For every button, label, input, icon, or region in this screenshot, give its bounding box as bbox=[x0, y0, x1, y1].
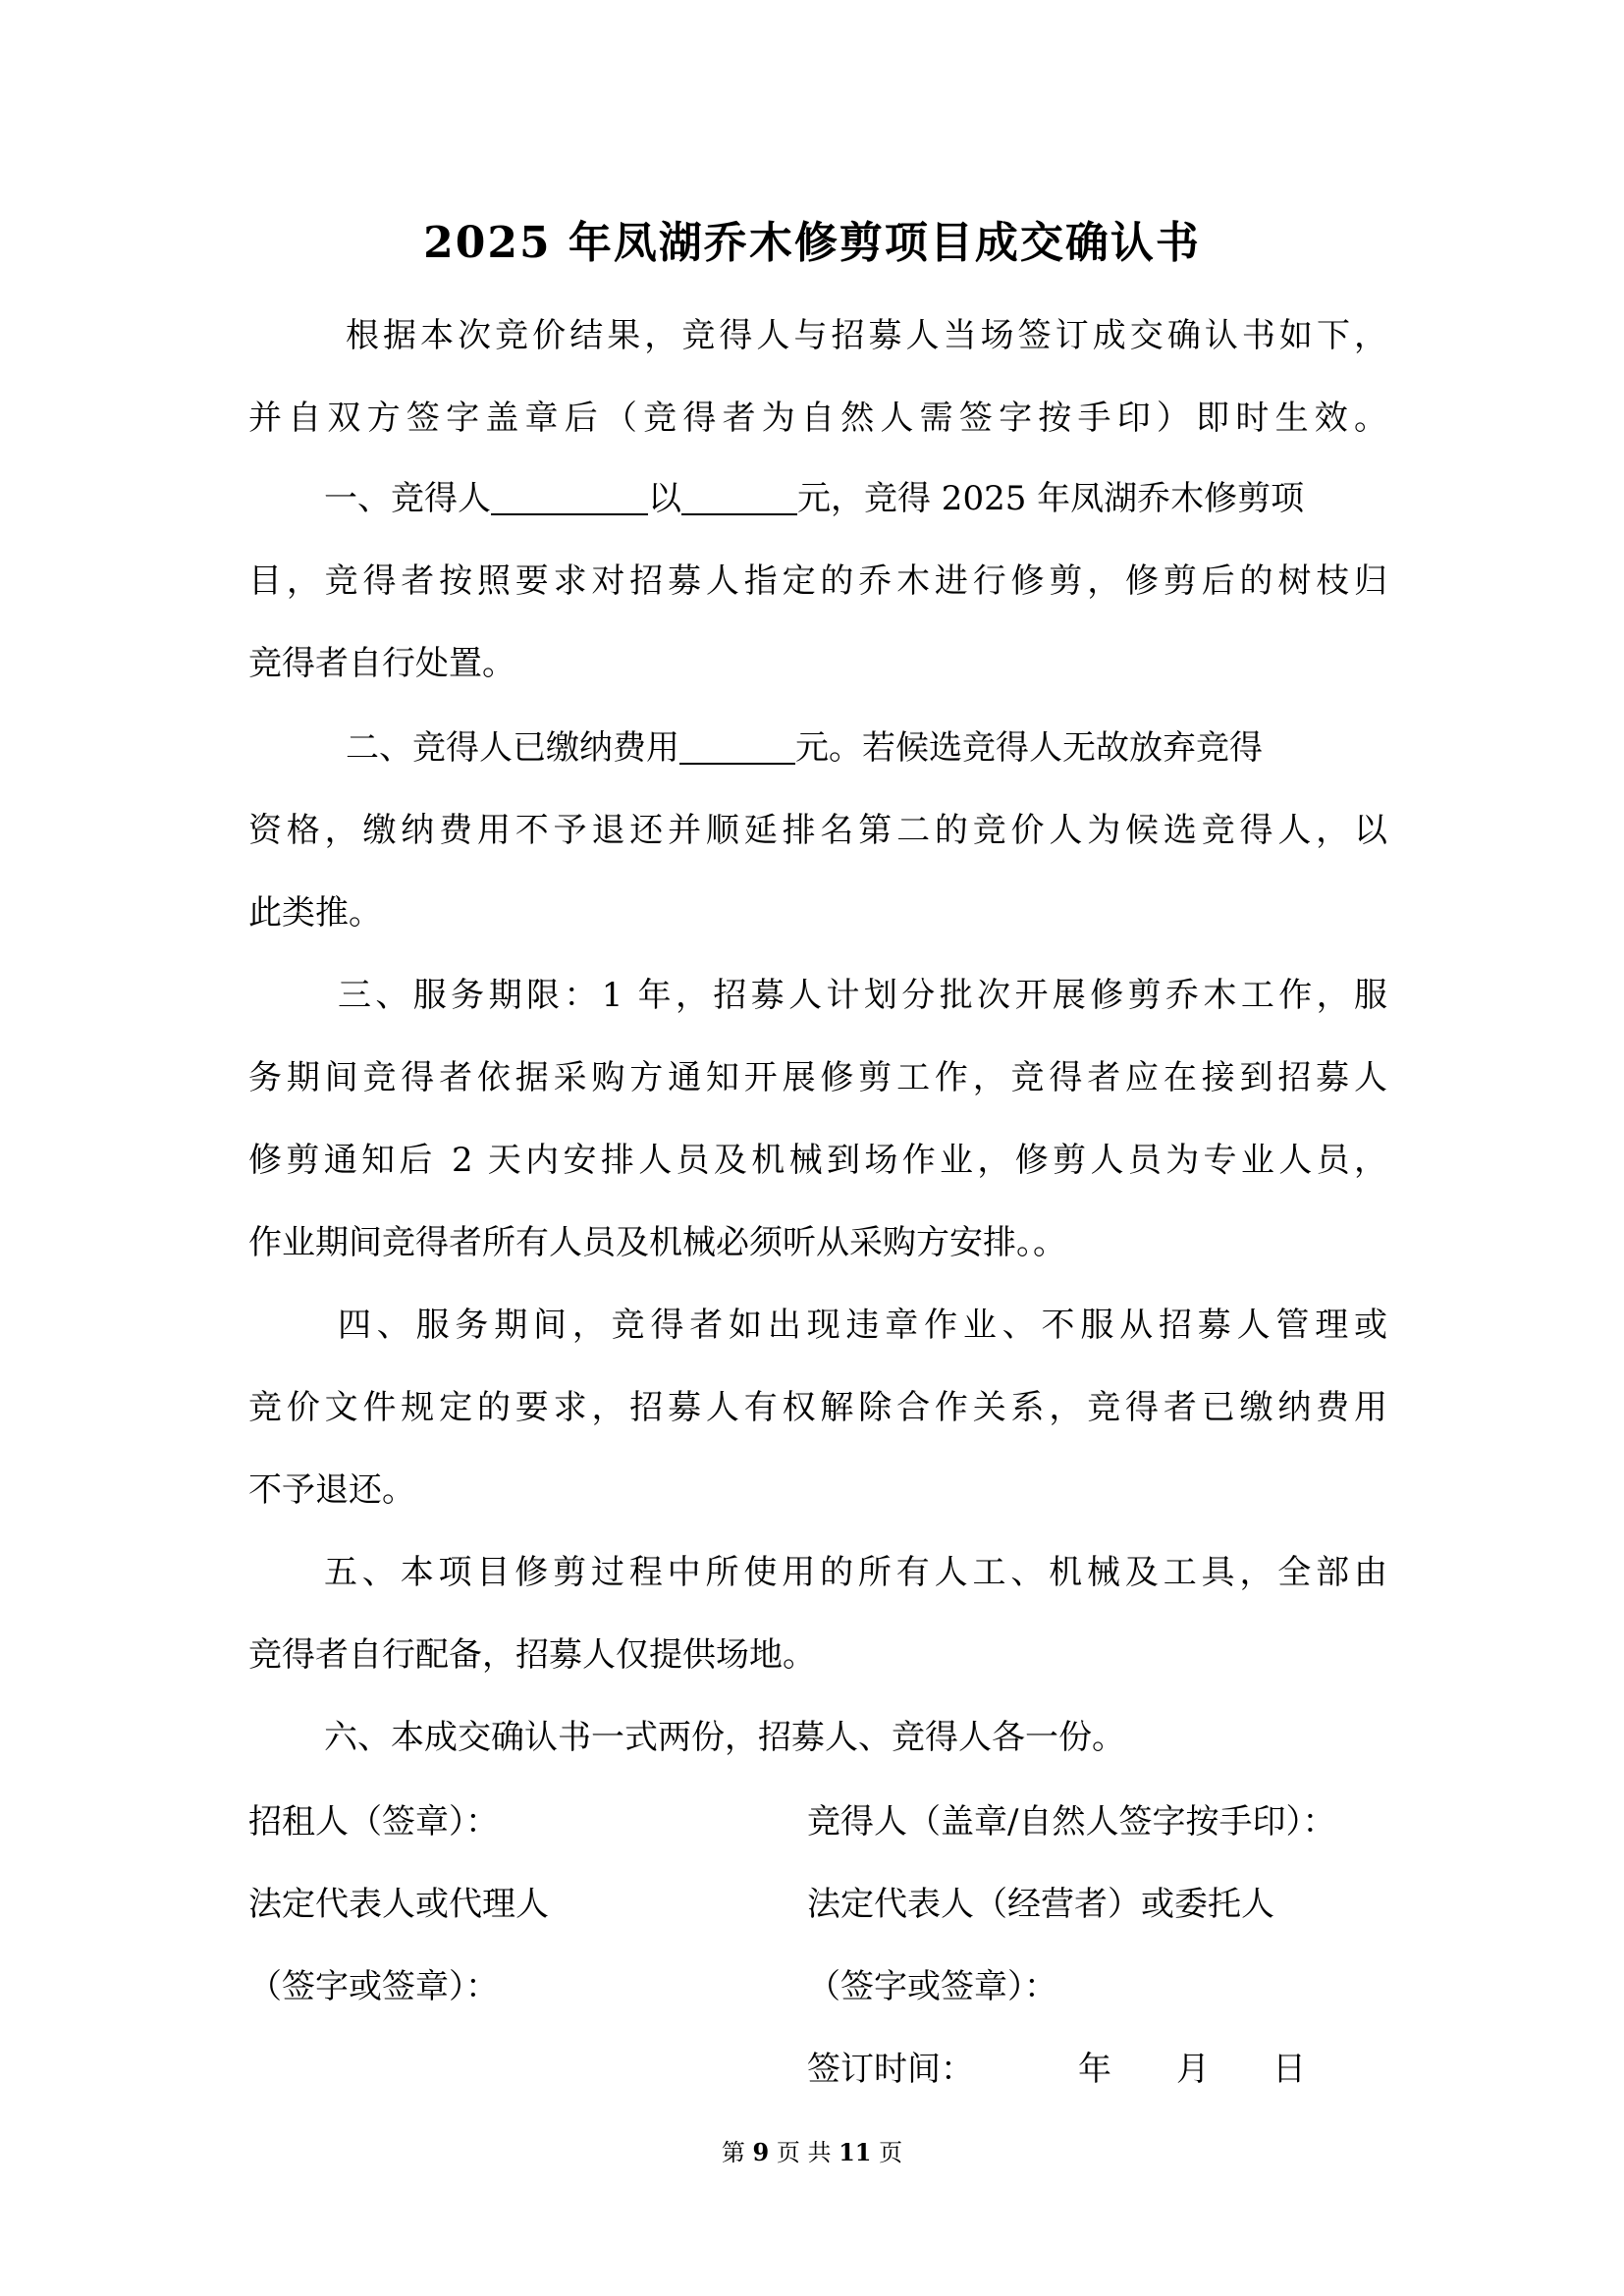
price-blank[interactable] bbox=[681, 480, 797, 515]
clause-2-line-3: 此类推。 bbox=[248, 893, 382, 933]
clause-1-price-suffix: 元，竞得 2025 年凤湖乔木修剪项 bbox=[797, 479, 1305, 518]
clause-3-line-2: 务期间竞得者依据采购方通知开展修剪工作，竞得者应在接到招募人 bbox=[248, 1058, 1387, 1097]
recruiter-representative-label: 法定代表人或代理人 bbox=[248, 1885, 549, 1924]
clause-6-line-1: 六、本成交确认书一式两份，招募人、竞得人各一份。 bbox=[324, 1718, 1125, 1757]
footer-total-pages: 11 bbox=[839, 2138, 872, 2166]
signing-date-month: 月 bbox=[1176, 2050, 1210, 2089]
clause-2-fee-suffix: 元。若候选竞得人无故放弃竞得 bbox=[795, 728, 1263, 768]
fee-blank[interactable] bbox=[679, 729, 795, 765]
signing-date-label: 签订时间： bbox=[807, 2050, 974, 2089]
bidder-name-blank[interactable] bbox=[491, 480, 648, 515]
clause-1-line-2: 目，竞得者按照要求对招募人指定的乔木进行修剪，修剪后的树枝归 bbox=[248, 561, 1387, 601]
clause-2-fee-label: 二、竞得人已缴纳费用 bbox=[346, 728, 679, 768]
clause-1-line-1 bbox=[324, 475, 1387, 522]
clause-1-line-3: 竞得者自行处置。 bbox=[248, 644, 515, 683]
footer-middle: 页 共 bbox=[776, 2139, 832, 2166]
clause-3-line-1: 三、服务期限：1 年，招募人计划分批次开展修剪乔木工作，服 bbox=[338, 976, 1387, 1015]
clause-4-line-3: 不予退还。 bbox=[248, 1470, 415, 1510]
bidder-signature-label: （签字或签章）： bbox=[807, 1967, 1057, 2006]
clause-5-line-1: 五、本项目修剪过程中所使用的所有人工、机械及工具，全部由 bbox=[324, 1553, 1387, 1592]
clause-3-line-4: 作业期间竞得者所有人员及机械必须听从采购方安排。。 bbox=[248, 1223, 1066, 1262]
bidder-representative-label: 法定代表人（经营者）或委托人 bbox=[807, 1885, 1274, 1924]
clause-1-bidder-label: 一、竞得人 bbox=[324, 479, 491, 518]
footer-page-number: 9 bbox=[752, 2138, 770, 2166]
intro-line-2: 并自双方签字盖章后（竞得者为自然人需签字按手印）即时生效。 bbox=[248, 399, 1387, 438]
clause-2-line-1 bbox=[346, 724, 1387, 772]
footer-prefix: 第 bbox=[721, 2139, 745, 2166]
clause-5-line-2: 竞得者自行配备，招募人仅提供场地。 bbox=[248, 1635, 816, 1675]
recruiter-signature-label: （签字或签章）： bbox=[248, 1967, 499, 2006]
signing-date-day: 日 bbox=[1272, 2050, 1306, 2089]
intro-line-1: 根据本次竞价结果，竞得人与招募人当场签订成交确认书如下， bbox=[346, 316, 1387, 355]
clause-3-line-3: 修剪通知后 2 天内安排人员及机械到场作业，修剪人员为专业人员， bbox=[248, 1141, 1387, 1180]
clause-4-line-2: 竞价文件规定的要求，招募人有权解除合作关系，竞得者已缴纳费用 bbox=[248, 1388, 1387, 1427]
signing-date-year: 年 bbox=[1078, 2050, 1111, 2089]
clause-4-line-1: 四、服务期间，竞得者如出现违章作业、不服从招募人管理或 bbox=[338, 1306, 1387, 1345]
document-title: 2025 年凤湖乔木修剪项目成交确认书 bbox=[423, 218, 1201, 268]
footer-suffix: 页 bbox=[879, 2139, 903, 2166]
clause-1-price-label: 以 bbox=[648, 479, 681, 518]
recruiter-seal-label: 招租人（签章）： bbox=[248, 1802, 499, 1842]
clause-2-line-2: 资格，缴纳费用不予退还并顺延排名第二的竞价人为候选竞得人，以 bbox=[248, 811, 1387, 850]
page-footer bbox=[0, 2138, 1624, 2167]
bidder-seal-label: 竞得人（盖章/自然人签字按手印）： bbox=[807, 1802, 1336, 1842]
